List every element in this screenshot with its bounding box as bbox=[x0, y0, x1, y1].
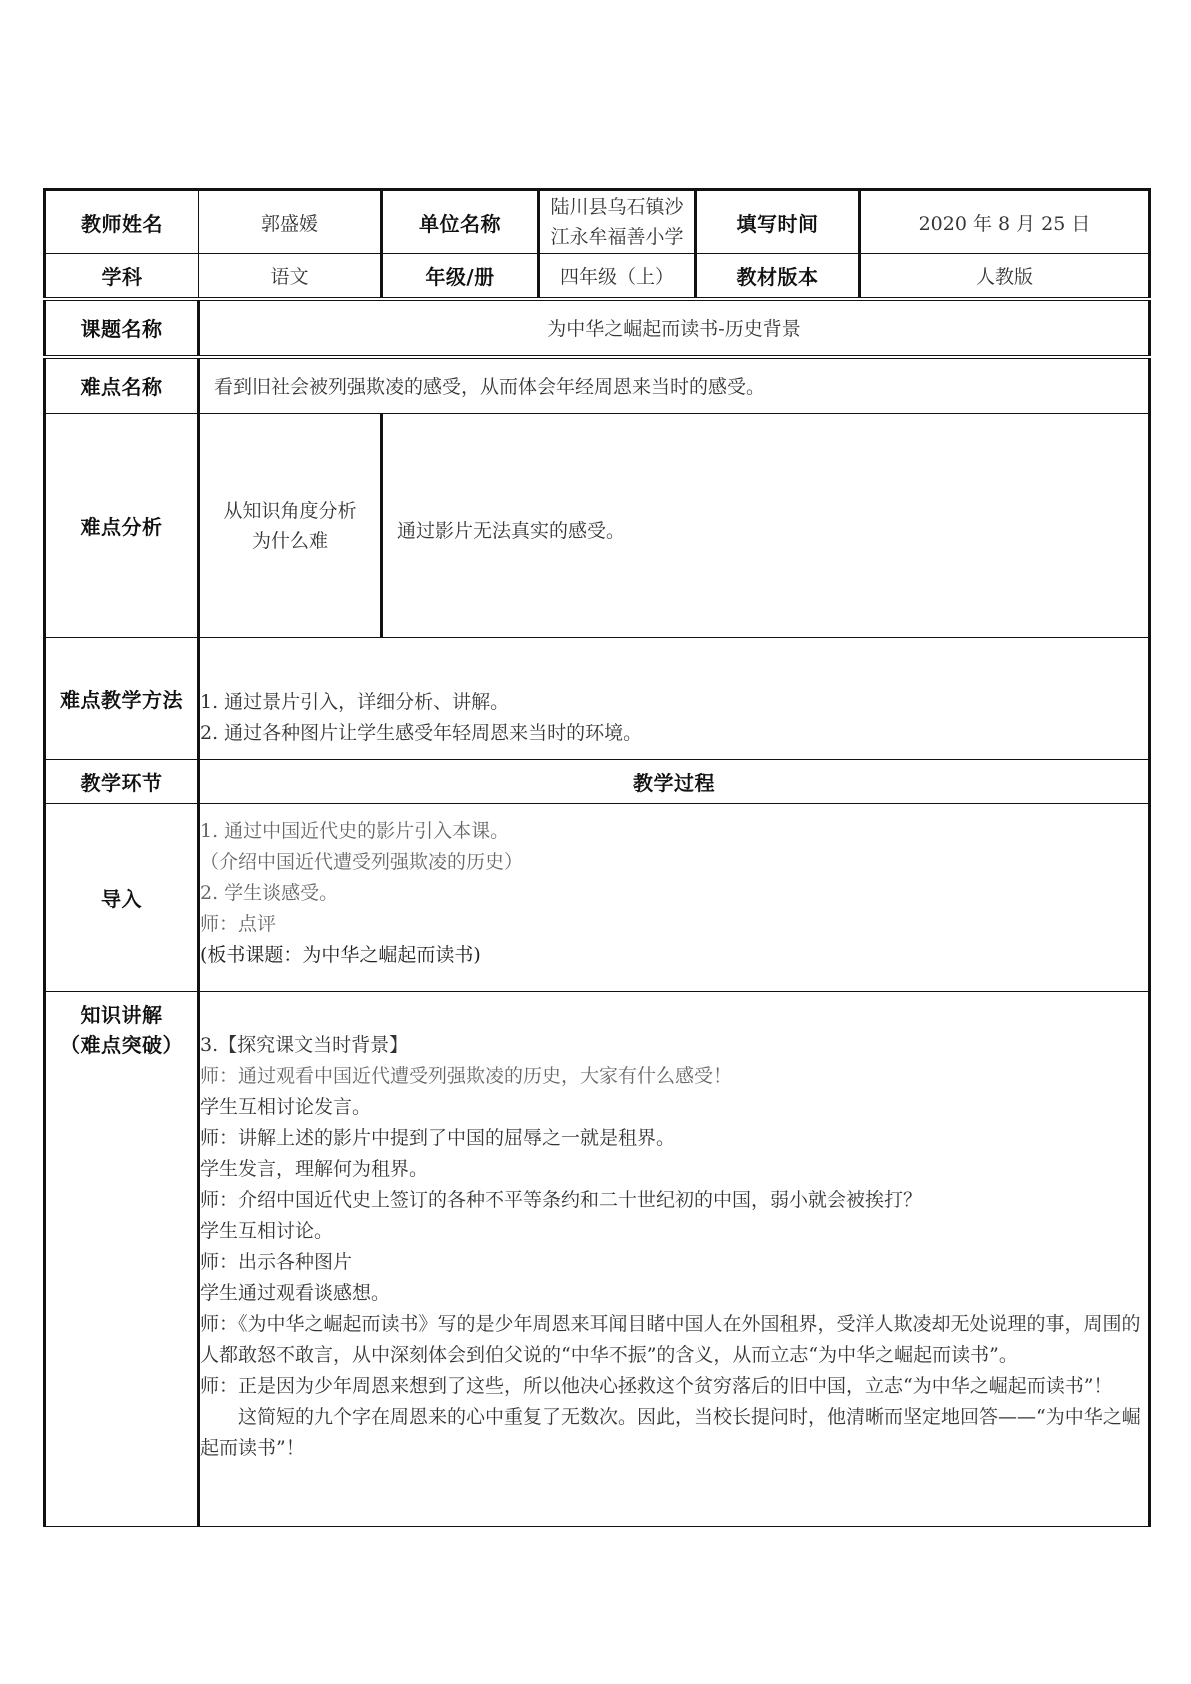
process-header-label: 教学过程 bbox=[199, 760, 1150, 804]
knowledge-label bbox=[45, 992, 199, 1527]
knowledge-line-5: 学生发言，理解何为租界。 bbox=[200, 1158, 429, 1180]
fill-time-value: 2020 年 8 月 25 日 bbox=[860, 190, 1150, 254]
stage-header-label: 教学环节 bbox=[45, 760, 199, 804]
header-row-2 bbox=[45, 254, 1150, 299]
intro-content bbox=[199, 804, 1150, 992]
grade-label: 年级/册 bbox=[382, 254, 539, 299]
textbook-value: 人教版 bbox=[860, 254, 1150, 299]
method-content bbox=[199, 638, 1150, 760]
difficulty-value: 看到旧社会被列强欺凌的感受，从而体会年经周恩来当时的感受。 bbox=[199, 357, 1150, 414]
unit-name-value bbox=[539, 190, 696, 254]
knowledge-line-4: 师：讲解上述的影片中提到了中国的屈辱之一就是租界。 bbox=[200, 1127, 676, 1149]
knowledge-label-line-1: 知识讲解 bbox=[80, 1003, 163, 1027]
subject-label: 学科 bbox=[45, 254, 199, 299]
knowledge-row bbox=[45, 992, 1150, 1527]
lesson-plan-table bbox=[43, 188, 1151, 1527]
analysis-sublabel bbox=[199, 414, 382, 638]
method-row bbox=[45, 638, 1150, 760]
intro-label: 导入 bbox=[45, 804, 199, 992]
intro-line-1: 1. 通过中国近代史的影片引入本课。 bbox=[200, 820, 510, 842]
process-header-row bbox=[45, 760, 1150, 804]
unit-name-line-1: 陆川县乌石镇沙 bbox=[550, 196, 684, 218]
teacher-name-label: 教师姓名 bbox=[45, 190, 199, 254]
knowledge-line-1: 3.【探究课文当时背景】 bbox=[200, 1034, 409, 1056]
knowledge-line-7: 学生互相讨论。 bbox=[200, 1220, 334, 1242]
knowledge-line-2: 师：通过观看中国近代遭受列强欺凌的历史，大家有什么感受！ bbox=[200, 1065, 733, 1087]
subject-value: 语文 bbox=[199, 254, 382, 299]
method-line-1: 1. 通过景片引入，详细分析、讲解。 bbox=[200, 691, 510, 713]
intro-line-5: (板书课题：为中华之崛起而读书) bbox=[200, 944, 481, 966]
analysis-sublabel-line-1: 从知识角度分析 bbox=[223, 499, 357, 522]
lesson-plan-sheet bbox=[43, 188, 1148, 1527]
difficulty-label: 难点名称 bbox=[45, 357, 199, 414]
analysis-label: 难点分析 bbox=[45, 414, 199, 638]
topic-label: 课题名称 bbox=[45, 299, 199, 357]
unit-name-line-2: 江永牟福善小学 bbox=[550, 226, 684, 248]
analysis-sublabel-line-2: 为什么难 bbox=[251, 529, 328, 552]
method-line-2: 2. 通过各种图片让学生感受年轻周恩来当时的环境。 bbox=[200, 722, 643, 744]
method-label: 难点教学方法 bbox=[45, 638, 199, 760]
intro-line-3: 2. 学生谈感受。 bbox=[200, 882, 339, 904]
analysis-value: 通过影片无法真实的感受。 bbox=[382, 414, 1150, 638]
header-row-1 bbox=[45, 190, 1150, 254]
teacher-name-value: 郭盛媛 bbox=[199, 190, 382, 254]
knowledge-line-11: 师：正是因为少年周恩来想到了这些，所以他决心拯救这个贫穷落后的旧中国，立志“为中华之崛起而读书”！ bbox=[200, 1375, 1113, 1397]
intro-line-2: （介绍中国近代遭受列强欺凌的历史） bbox=[200, 851, 524, 873]
fill-time-label: 填写时间 bbox=[696, 190, 860, 254]
unit-name-label: 单位名称 bbox=[382, 190, 539, 254]
knowledge-line-12: 这简短的九个字在周恩来的心中重复了无数次。因此，当校长提问时，他清晰而坚定地回答——“为中华之崛起而读书”！ bbox=[200, 1406, 1141, 1459]
textbook-label: 教材版本 bbox=[696, 254, 860, 299]
knowledge-content bbox=[199, 992, 1150, 1527]
knowledge-line-3: 学生互相讨论发言。 bbox=[200, 1096, 372, 1118]
knowledge-line-6: 师：介绍中国近代史上签订的各种不平等条约和二十世纪初的中国，弱小就会被挨打？ bbox=[200, 1189, 923, 1211]
grade-value: 四年级（上） bbox=[539, 254, 696, 299]
knowledge-line-10: 师：《为中华之崛起而读书》写的是少年周恩来耳闻目睹中国人在外国租界，受洋人欺凌却无处说理的事，周围的人都敢怒不敢言，从中深刻体会到伯父说的“中华不振”的含义，从而立志“为中华之崛起而读书”。 bbox=[200, 1313, 1141, 1366]
topic-value: 为中华之崛起而读书-历史背景 bbox=[199, 299, 1150, 357]
intro-row bbox=[45, 804, 1150, 992]
analysis-row bbox=[45, 414, 1150, 638]
knowledge-line-8: 师：出示各种图片 bbox=[200, 1251, 353, 1273]
knowledge-label-line-2: （难点突破） bbox=[60, 1033, 183, 1057]
knowledge-line-9: 学生通过观看谈感想。 bbox=[200, 1282, 391, 1304]
difficulty-row bbox=[45, 357, 1150, 414]
intro-line-4: 师：点评 bbox=[200, 913, 277, 935]
topic-row bbox=[45, 299, 1150, 357]
